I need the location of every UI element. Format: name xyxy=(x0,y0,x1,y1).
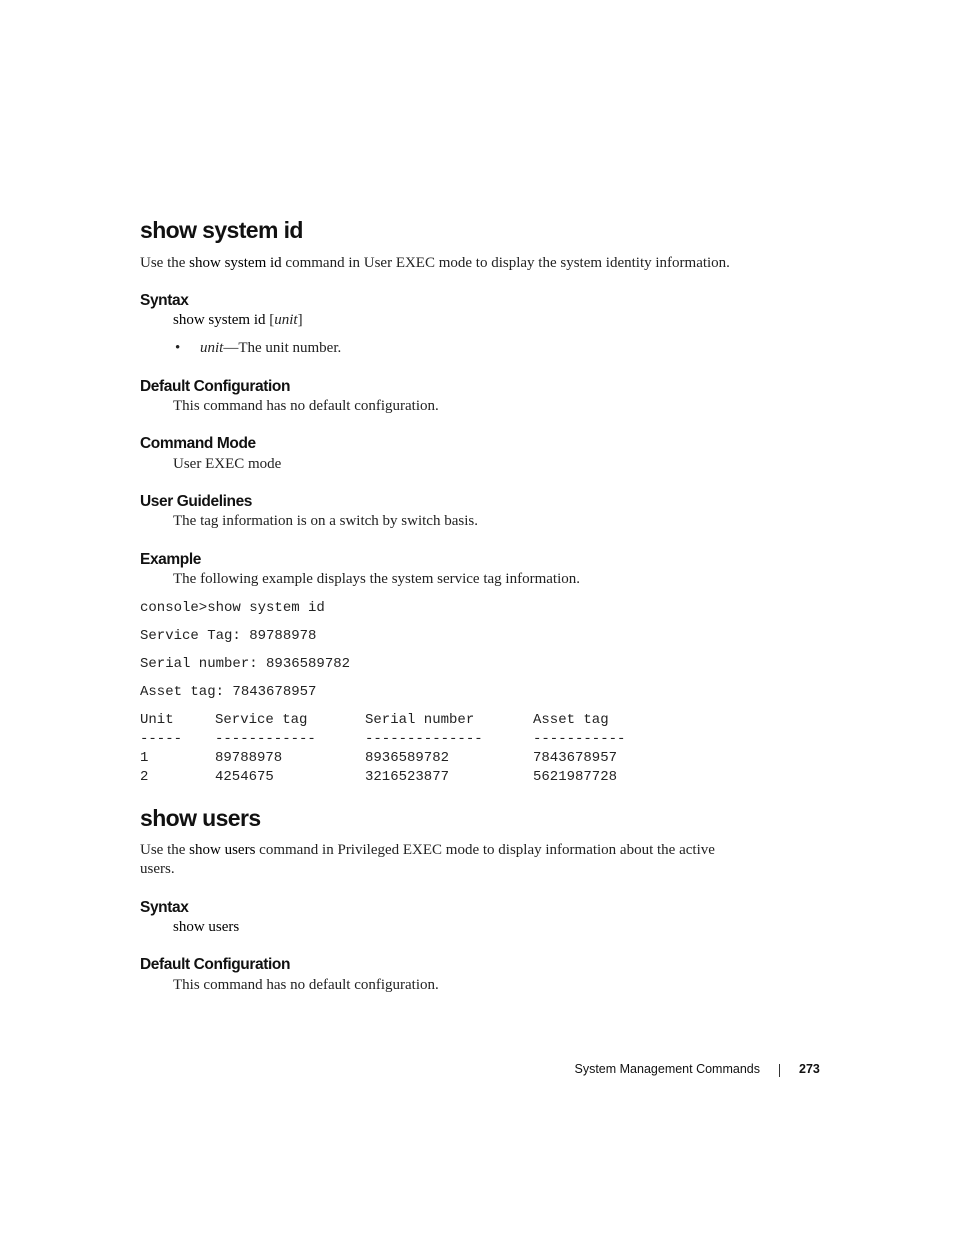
table-header-row xyxy=(140,711,625,730)
table-cell: 5621987728 xyxy=(533,769,618,785)
bullet-description: —The unit number. xyxy=(223,340,342,356)
system-id-table xyxy=(140,711,625,787)
example-text: The following example displays the system service tag information. xyxy=(173,571,580,587)
intro-text: command in Privileged EXEC mode to display information about the active xyxy=(255,842,715,858)
syntax-command: show system id xyxy=(173,312,266,328)
table-separator: -------------- xyxy=(365,731,483,747)
console-line: Serial number: 8936589782 xyxy=(140,656,351,672)
example-heading: Example xyxy=(140,551,201,568)
default-config-heading: Default Configuration xyxy=(140,956,291,973)
console-line: console>show system id xyxy=(140,600,325,616)
table-row xyxy=(140,768,625,787)
footer-chapter: System Management Commands xyxy=(574,1062,760,1076)
intro-paragraph-line2: users. xyxy=(140,861,175,877)
table-cell: 2 xyxy=(140,769,149,785)
syntax-heading: Syntax xyxy=(140,292,189,309)
table-row xyxy=(140,749,625,768)
table-header-cell: Asset tag xyxy=(533,712,609,728)
user-guidelines-heading: User Guidelines xyxy=(140,493,253,510)
table-separator: ----- xyxy=(140,731,183,747)
table-cell: 7843678957 xyxy=(533,750,618,766)
default-config-heading: Default Configuration xyxy=(140,378,291,395)
syntax-line xyxy=(173,312,303,329)
default-config-text: This command has no default configuration. xyxy=(173,398,439,414)
table-cell: 8936589782 xyxy=(365,750,450,766)
table-separator: ----------- xyxy=(533,731,626,747)
intro-text: command in User EXEC mode to display the system identity information. xyxy=(281,255,730,271)
section-title-show-users: show users xyxy=(140,805,261,831)
syntax-param: unit xyxy=(274,312,298,328)
page-number: 273 xyxy=(799,1062,820,1076)
table-header-cell: Serial number xyxy=(365,712,475,728)
syntax-bracket: ] xyxy=(297,312,303,328)
section-title-show-system-id: show system id xyxy=(140,217,303,243)
command-name: show users xyxy=(189,842,256,858)
bullet-marker: • xyxy=(175,340,181,356)
command-mode-text: User EXEC mode xyxy=(173,456,282,472)
intro-text: Use the xyxy=(140,842,190,858)
console-line: Asset tag: 7843678957 xyxy=(140,684,317,700)
default-config-text: This command has no default configuration. xyxy=(173,977,439,993)
table-cell: 3216523877 xyxy=(365,769,450,785)
table-header-cell: Unit xyxy=(140,712,174,728)
table-cell: 4254675 xyxy=(215,769,274,785)
table-header-cell: Service tag xyxy=(215,712,308,728)
intro-paragraph xyxy=(140,255,730,272)
syntax-command: show users xyxy=(173,919,240,935)
bullet-term: unit xyxy=(200,340,224,356)
intro-text: Use the xyxy=(140,255,190,271)
syntax-bracket: [ xyxy=(265,312,275,328)
console-line: Service Tag: 89788978 xyxy=(140,628,317,644)
syntax-heading: Syntax xyxy=(140,899,189,916)
intro-paragraph xyxy=(140,842,715,859)
bullet-item xyxy=(200,340,341,357)
table-separator: ------------ xyxy=(215,731,316,747)
table-separator-row xyxy=(140,730,625,749)
table-cell: 1 xyxy=(140,750,149,766)
command-name: show system id xyxy=(189,255,282,271)
user-guidelines-text: The tag information is on a switch by switch basis. xyxy=(173,513,478,529)
footer-divider xyxy=(779,1064,780,1077)
command-mode-heading: Command Mode xyxy=(140,435,256,452)
table-cell: 89788978 xyxy=(215,750,283,766)
